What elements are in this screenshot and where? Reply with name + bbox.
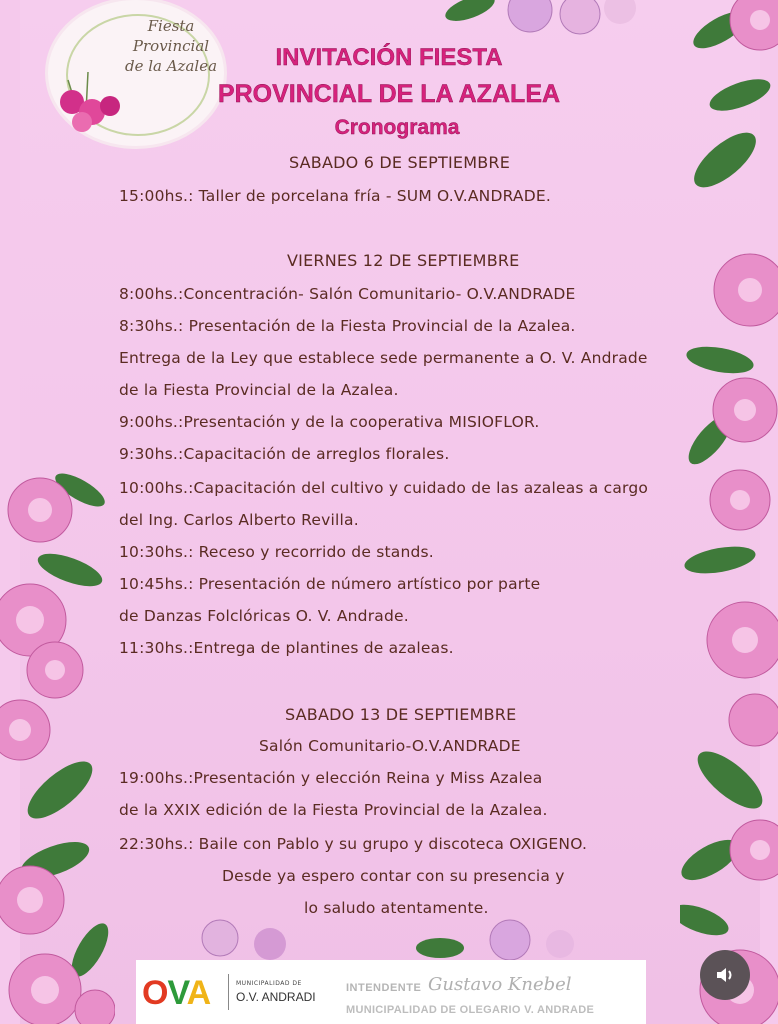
title-line-2: PROVINCIAL DE LA AZALEA — [217, 80, 561, 108]
footer-divider — [228, 974, 229, 1010]
sound-toggle-button[interactable] — [700, 950, 750, 1000]
day2-item: 10:45hs.: Presentación de número artístico por parte — [119, 575, 541, 593]
title-line-1: INVITACIÓN FIESTA — [275, 44, 503, 71]
speaker-icon — [714, 964, 736, 986]
day2-header: VIERNES 12 DE SEPTIEMBRE — [287, 251, 520, 270]
ova-logo-v: V — [167, 974, 187, 1012]
logo-line-2: Provincial — [132, 37, 210, 55]
day1-header: SABADO 6 DE SEPTIEMBRE — [289, 153, 511, 172]
day3-subheader: Salón Comunitario-O.V.ANDRADE — [259, 737, 521, 755]
day2-item: 9:00hs.:Presentación y de la cooperativa MISIOFLOR. — [119, 413, 540, 431]
ova-logo — [142, 974, 210, 1013]
day2-item: del Ing. Carlos Alberto Revilla. — [119, 511, 359, 529]
ova-logo-o: O — [142, 974, 168, 1012]
day2-item: 10:30hs.: Receso y recorrido de stands. — [119, 543, 434, 561]
closing-line-1: Desde ya espero contar con su presencia y — [222, 867, 565, 885]
municipality-name: O.V. ANDRADI — [236, 990, 316, 1004]
day2-item: 8:30hs.: Presentación de la Fiesta Provincial de la Azalea. — [119, 317, 576, 335]
intendente-signature: Gustavo Knebel — [428, 974, 572, 995]
azalea-flowers-left-icon — [0, 470, 115, 1024]
ova-logo-a: A — [186, 974, 211, 1012]
day2-item: de la Fiesta Provincial de la Azalea. — [119, 381, 399, 399]
day2-item: 9:30hs.:Capacitación de arreglos florales. — [119, 445, 450, 463]
municipality-full-name: MUNICIPALIDAD DE OLEGARIO V. ANDRADE — [346, 1004, 595, 1016]
day3-item: 22:30hs.: Baile con Pablo y su grupo y discoteca OXIGENO. — [119, 835, 588, 853]
day3-item: de la XXIX edición de la Fiesta Provincial de la Azalea. — [119, 801, 548, 819]
day3-header: SABADO 13 DE SEPTIEMBRE — [285, 705, 517, 724]
azalea-flowers-right-icon — [680, 0, 778, 1024]
day1-item: 15:00hs.: Taller de porcelana fría - SUM O.V.ANDRADE. — [119, 187, 551, 205]
day2-item: 10:00hs.:Capacitación del cultivo y cuidado de las azaleas a cargo — [119, 479, 649, 497]
day2-item: 8:00hs.:Concentración- Salón Comunitario- O.V.ANDRADE — [119, 285, 576, 303]
logo-line-3: de la Azalea — [124, 57, 218, 75]
municipality-label: MUNICIPALIDAD DE — [236, 980, 302, 987]
day3-item: 19:00hs.:Presentación y elección Reina y Miss Azalea — [119, 769, 543, 787]
municipality-footer — [136, 960, 646, 1024]
day2-item: 11:30hs.:Entrega de plantines de azaleas. — [119, 639, 454, 657]
day2-item: de Danzas Folclóricas O. V. Andrade. — [119, 607, 409, 625]
day2-item: Entrega de la Ley que establece sede permanente a O. V. Andrade — [119, 349, 648, 367]
closing-line-2: lo saludo atentamente. — [304, 899, 489, 917]
intendente-label: INTENDENTE — [346, 982, 422, 994]
subtitle-cronograma: Cronograma — [334, 116, 460, 139]
logo-line-1: Fiesta — [147, 17, 195, 35]
